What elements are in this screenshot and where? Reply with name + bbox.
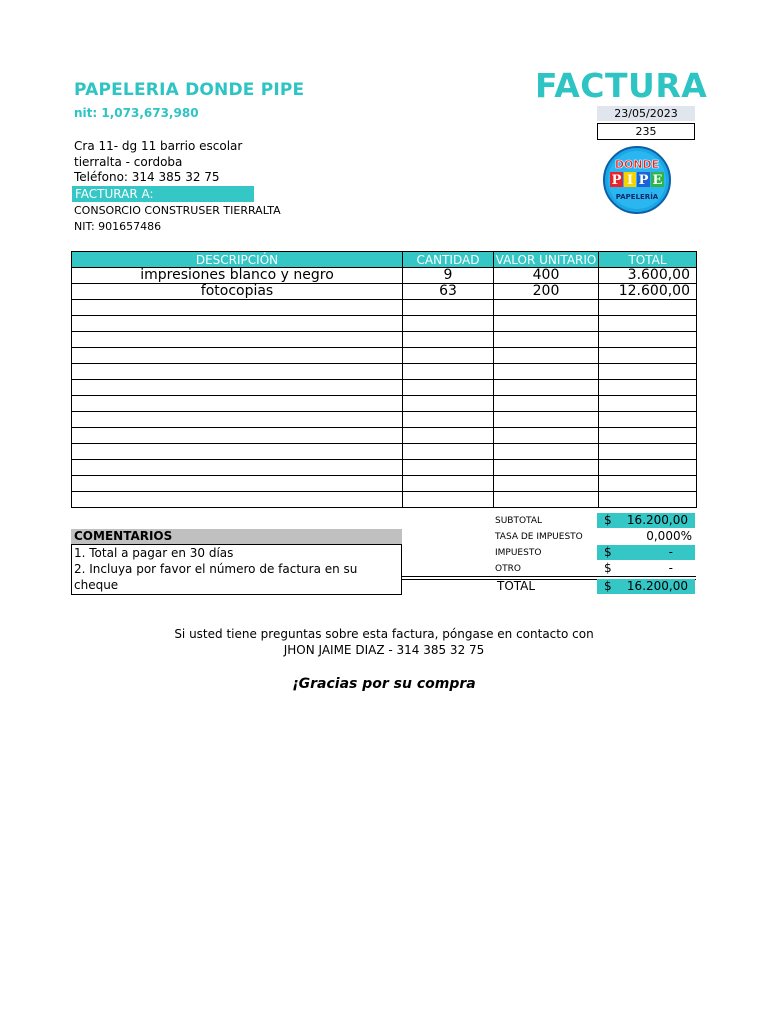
item-quantity: [403, 428, 494, 444]
total-value: 16.200,00: [626, 579, 688, 593]
item-total: [599, 316, 697, 332]
item-quantity: [403, 332, 494, 348]
logo-letter-1: P: [611, 173, 622, 188]
comment-line-1: 1. Total a pagar en 30 días: [74, 546, 234, 560]
item-unit-price: [494, 492, 599, 508]
item-description: fotocopias: [72, 284, 403, 300]
tax-value: -: [668, 545, 673, 559]
item-description: [72, 412, 403, 428]
item-unit-price: [494, 364, 599, 380]
invoice-number: 235: [597, 123, 695, 140]
item-unit-price: [494, 332, 599, 348]
tax-currency: $: [604, 545, 612, 559]
item-description: [72, 300, 403, 316]
header-unit-price: VALOR UNITARIO: [494, 252, 599, 268]
document-title: FACTURA: [535, 66, 708, 105]
invoice-date: 23/05/2023: [597, 106, 695, 121]
item-quantity: [403, 476, 494, 492]
comments-box: [71, 544, 402, 595]
table-row: [72, 364, 697, 380]
table-row: [72, 268, 697, 284]
item-description: [72, 380, 403, 396]
item-quantity: [403, 396, 494, 412]
contact-line-1: Si usted tiene preguntas sobre esta factura, póngase en contacto con: [174, 627, 594, 641]
other-currency: $: [604, 561, 612, 575]
comments-heading: COMENTARIOS: [71, 529, 402, 544]
items-table: [71, 251, 697, 508]
address-line-1: Cra 11- dg 11 barrio escolar: [74, 139, 243, 153]
table-row: [72, 284, 697, 300]
company-name: PAPELERIA DONDE PIPE: [74, 80, 305, 100]
table-row: [72, 380, 697, 396]
item-description: impresiones blanco y negro: [72, 268, 403, 284]
table-row: [72, 316, 697, 332]
table-row: [72, 476, 697, 492]
item-total: [599, 396, 697, 412]
subtotal-cell: [597, 513, 695, 528]
phone-line: Teléfono: 314 385 32 75: [74, 170, 220, 184]
item-unit-price: [494, 396, 599, 412]
item-quantity: [403, 460, 494, 476]
item-total: [599, 412, 697, 428]
item-unit-price: 400: [494, 268, 599, 284]
item-total: 3.600,00: [599, 268, 697, 284]
thanks-message: ¡Gracias por su compra: [292, 676, 476, 692]
table-row: [72, 300, 697, 316]
address-line-2: tierralta - cordoba: [74, 155, 183, 169]
table-row: [72, 332, 697, 348]
item-unit-price: [494, 460, 599, 476]
other-cell: [597, 561, 695, 576]
bill-to-label: FACTURAR A:: [72, 186, 254, 202]
item-total: [599, 348, 697, 364]
item-total: [599, 364, 697, 380]
logo-word-papeleria: PAPELERÍA: [615, 193, 659, 201]
tax-rate-value: 0,000%: [646, 529, 692, 543]
item-unit-price: [494, 300, 599, 316]
tax-label: IMPUESTO: [495, 548, 542, 558]
item-total: [599, 492, 697, 508]
logo-word-donde: DONDE: [614, 158, 660, 171]
table-row: [72, 428, 697, 444]
item-quantity: [403, 444, 494, 460]
table-row: [72, 412, 697, 428]
items-header-row: [72, 252, 697, 268]
tax-cell: [597, 545, 695, 560]
item-quantity: 9: [403, 268, 494, 284]
header-description: DESCRIPCIÓN: [72, 252, 403, 268]
other-label: OTRO: [495, 564, 521, 574]
item-total: [599, 380, 697, 396]
table-row: [72, 348, 697, 364]
other-value: -: [668, 561, 673, 575]
item-quantity: [403, 412, 494, 428]
item-quantity: [403, 348, 494, 364]
item-quantity: [403, 300, 494, 316]
item-total: 12.600,00: [599, 284, 697, 300]
item-total: [599, 444, 697, 460]
tax-rate-label: TASA DE IMPUESTO: [495, 532, 583, 542]
item-total: [599, 332, 697, 348]
item-quantity: 63: [403, 284, 494, 300]
table-row: [72, 444, 697, 460]
subtotal-currency: $: [604, 513, 612, 527]
item-description: [72, 492, 403, 508]
item-unit-price: [494, 444, 599, 460]
item-total: [599, 428, 697, 444]
contact-line-2: JHON JAIME DIAZ - 314 385 32 75: [283, 643, 485, 657]
logo-letter-2: I: [626, 173, 634, 188]
logo-letter-3: P: [638, 173, 649, 188]
item-total: [599, 460, 697, 476]
item-unit-price: [494, 412, 599, 428]
item-quantity: [403, 364, 494, 380]
header-total: TOTAL: [599, 252, 697, 268]
item-description: [72, 460, 403, 476]
item-description: [72, 444, 403, 460]
item-unit-price: 200: [494, 284, 599, 300]
item-description: [72, 316, 403, 332]
item-total: [599, 300, 697, 316]
comment-line-2: 2. Incluya por favor el número de factura en su cheque: [74, 562, 358, 592]
store-logo: [601, 146, 673, 214]
company-nit: nit: 1,073,673,980: [74, 106, 199, 120]
header-quantity: CANTIDAD: [403, 252, 494, 268]
total-currency: $: [604, 579, 612, 593]
table-row: [72, 460, 697, 476]
tax-rate-cell: [597, 529, 695, 544]
item-description: [72, 364, 403, 380]
item-unit-price: [494, 476, 599, 492]
item-description: [72, 348, 403, 364]
item-unit-price: [494, 428, 599, 444]
item-description: [72, 428, 403, 444]
item-description: [72, 476, 403, 492]
table-row: [72, 396, 697, 412]
item-quantity: [403, 492, 494, 508]
table-row: [72, 492, 697, 508]
logo-letter-4: E: [652, 173, 663, 188]
item-unit-price: [494, 316, 599, 332]
item-total: [599, 476, 697, 492]
item-unit-price: [494, 380, 599, 396]
total-cell: [597, 579, 695, 594]
client-name: CONSORCIO CONSTRUSER TIERRALTA: [74, 204, 281, 217]
item-description: [72, 332, 403, 348]
client-nit: NIT: 901657486: [74, 220, 162, 233]
total-label: TOTAL: [497, 579, 536, 593]
item-unit-price: [494, 348, 599, 364]
item-quantity: [403, 380, 494, 396]
item-description: [72, 396, 403, 412]
item-quantity: [403, 316, 494, 332]
subtotal-label: SUBTOTAL: [495, 516, 543, 526]
subtotal-value: 16.200,00: [626, 513, 688, 527]
